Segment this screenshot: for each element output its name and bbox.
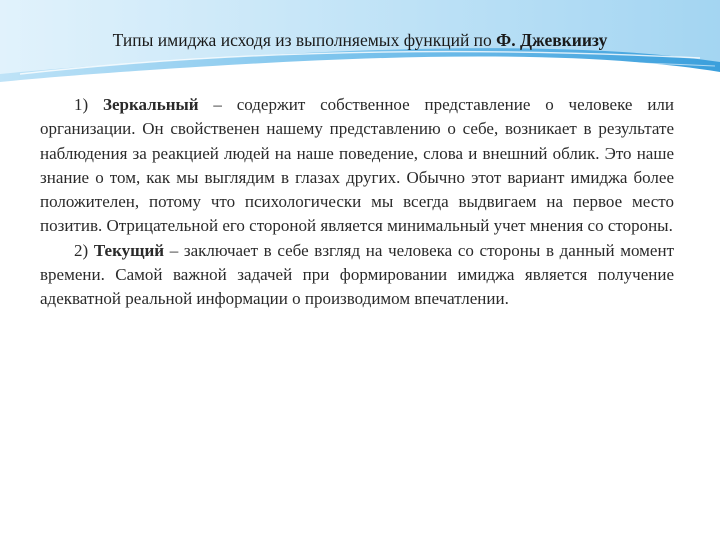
paragraph-number: 2) bbox=[74, 240, 94, 260]
slide-title bbox=[0, 30, 720, 51]
title-author: Ф. Джевкиизу bbox=[496, 30, 608, 50]
paragraph-mirror-image bbox=[40, 93, 674, 239]
paragraph-text: – содержит собственное представление о человеке или организации. Он свойственен нашему представлению о себе, возникает в результате наблюдения за реакцией людей на наше поведение, слова и внешний облик. Это наше знание о том, как мы выглядим в глазах других. Обычно этот вариант имиджа более положителен, потому что психологически мы всегда выдвигаем на первое место позитив. Отрицательной его стороной является минимальный учет мнения со стороны. bbox=[40, 95, 674, 236]
term-current: Текущий bbox=[93, 240, 165, 260]
paragraph-current-image bbox=[40, 239, 674, 312]
slide-body bbox=[40, 93, 674, 312]
paragraph-number: 1) bbox=[74, 95, 103, 114]
term-mirror: Зеркальный bbox=[103, 95, 199, 114]
title-prefix: Типы имиджа исходя из выполняемых функций по bbox=[112, 30, 497, 50]
paragraph-text: – заключает в себе взгляд на человека со стороны в данный момент времени. Самой важной задачей при формировании имиджа является получение адекватной реальной информации о производимом впечатлении. bbox=[40, 240, 674, 309]
